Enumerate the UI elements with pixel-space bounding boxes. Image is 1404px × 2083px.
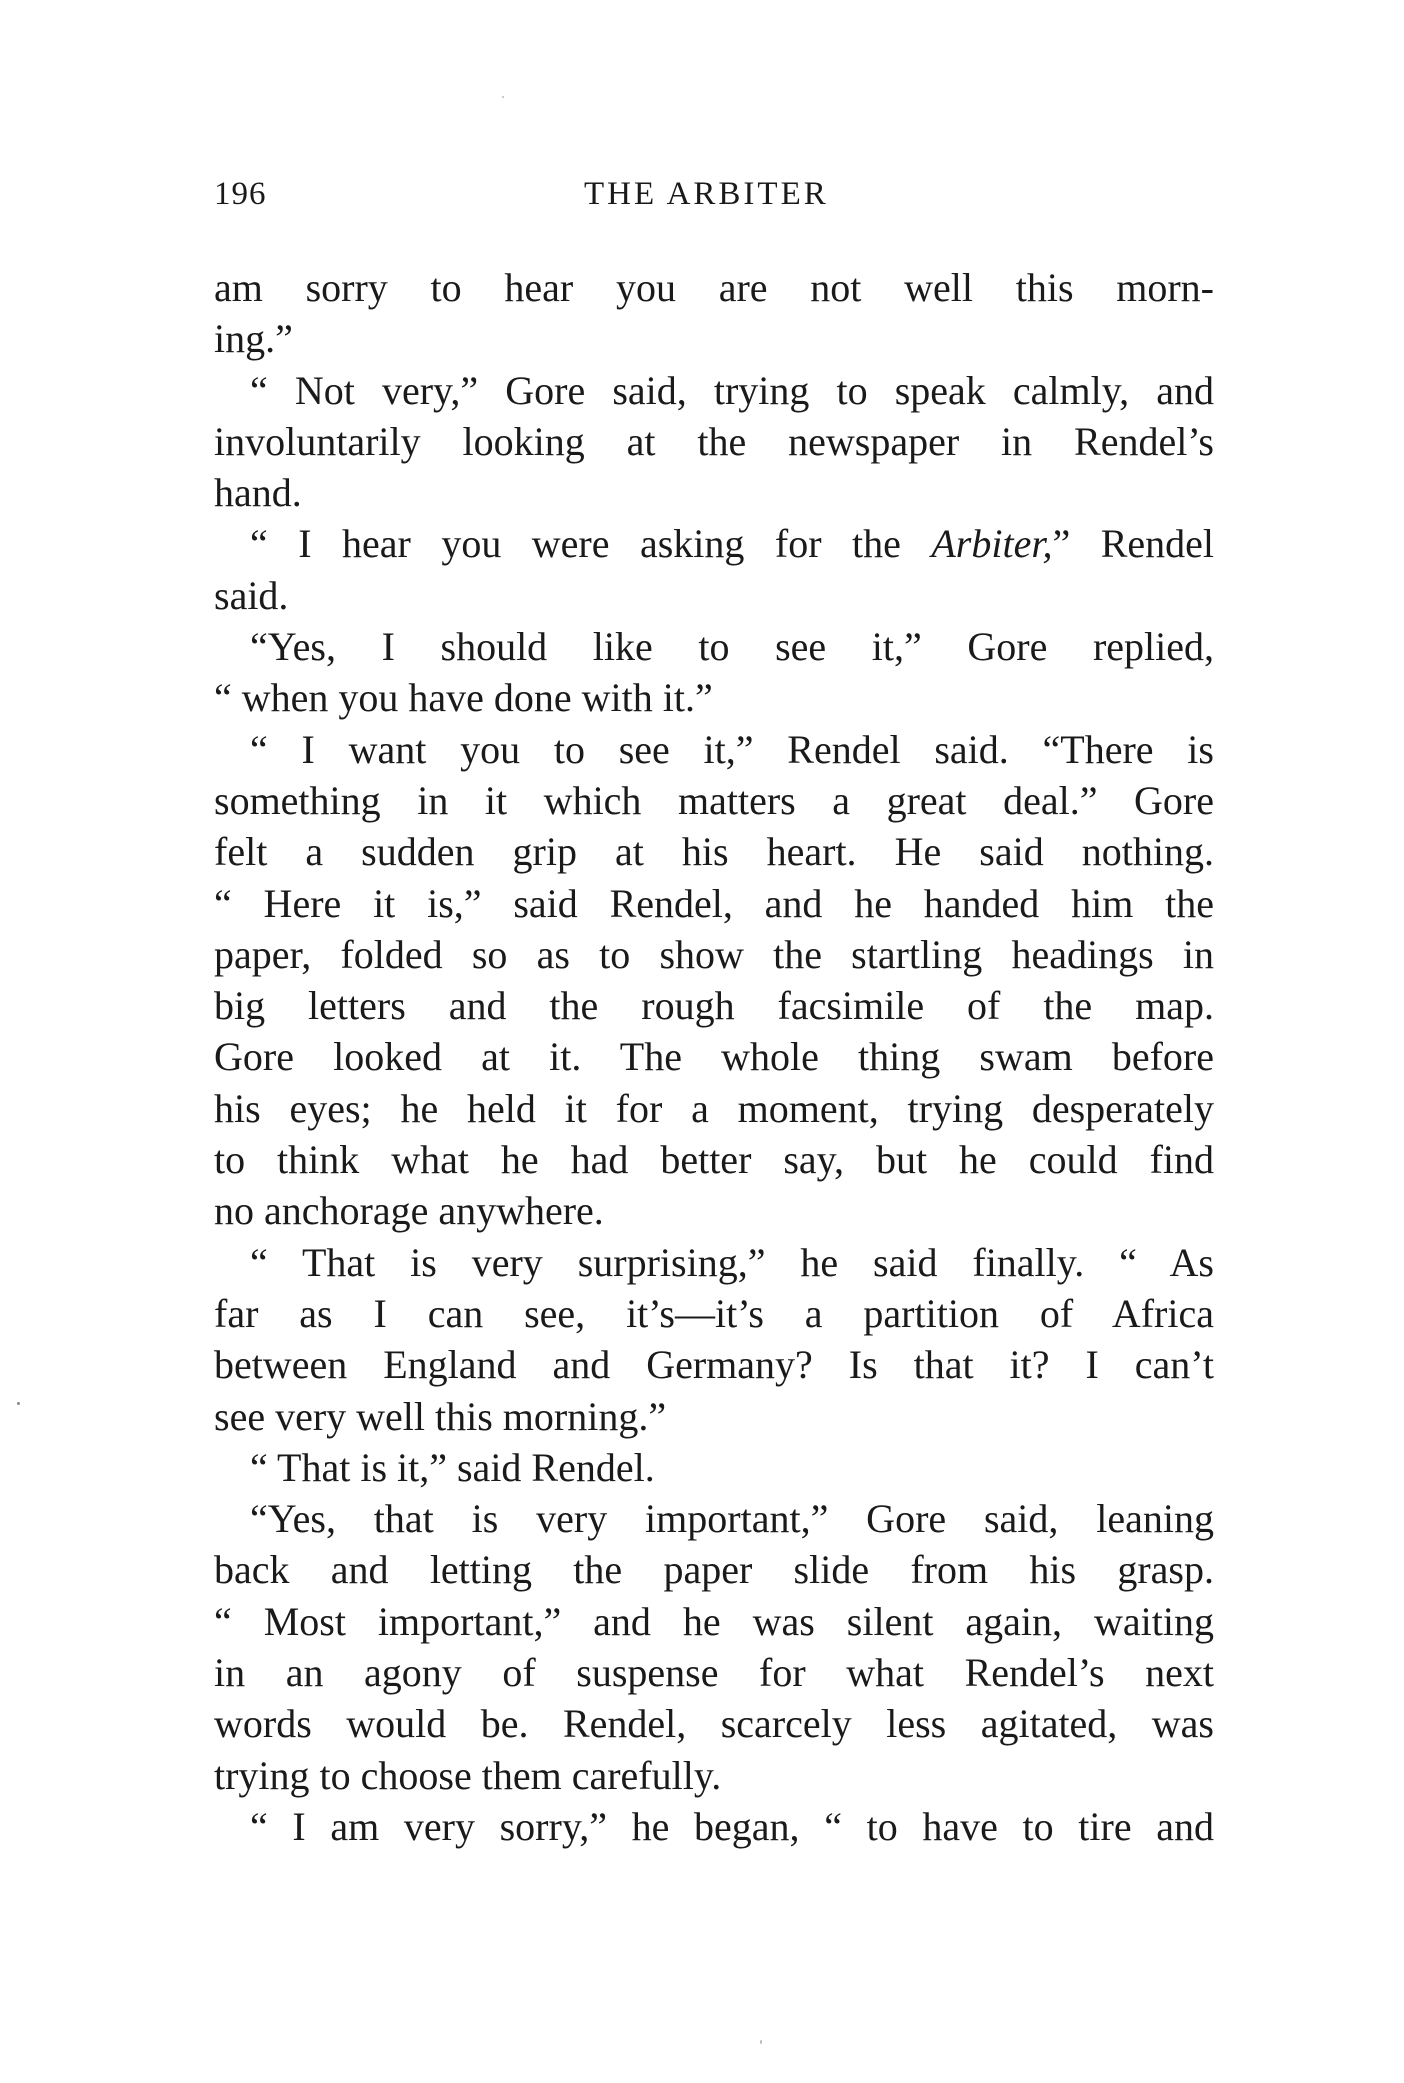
text-line: “Yes, I should like to see it,” Gore replied, bbox=[250, 624, 1214, 670]
text-line: far as I can see, it’s—it’s a partition of Africa bbox=[214, 1290, 1214, 1336]
page-number: 196 bbox=[214, 176, 267, 212]
body-text bbox=[214, 262, 1214, 1852]
running-title: THE ARBITER bbox=[584, 176, 829, 212]
text-line: hand. bbox=[214, 470, 302, 516]
text-line: words would be. Rendel, scarcely less agitated, was bbox=[214, 1701, 1214, 1747]
text-line: trying to choose them carefully. bbox=[214, 1752, 722, 1798]
text-line: in an agony of suspense for what Rendel’s next bbox=[214, 1650, 1214, 1696]
text-line: am sorry to hear you are not well this morn- bbox=[214, 265, 1214, 310]
text-line: “Yes, that is very important,” Gore said, leaning bbox=[250, 1496, 1214, 1542]
italic-title: Arbiter, bbox=[931, 521, 1053, 567]
page-header bbox=[214, 176, 1214, 220]
text-line: Gore looked at it. The whole thing swam before bbox=[214, 1034, 1214, 1080]
text-line: “ That is it,” said Rendel. bbox=[250, 1444, 655, 1490]
text-line: big letters and the rough facsimile of the map. bbox=[214, 983, 1214, 1029]
text-line: between England and Germany? Is that it? I can’t bbox=[214, 1342, 1214, 1388]
text-line: back and letting the paper slide from his grasp. bbox=[214, 1547, 1214, 1593]
paper-speck bbox=[17, 1402, 20, 1405]
text-line: “ I am very sorry,” he began, “ to have to tire and bbox=[250, 1803, 1214, 1849]
text-line: “ Not very,” Gore said, trying to speak calmly, and bbox=[250, 367, 1214, 413]
text-line: said. bbox=[214, 572, 289, 618]
text-line: “ That is very surprising,” he said finally. “ As bbox=[250, 1239, 1214, 1285]
text-line bbox=[214, 518, 1214, 569]
text-line: to think what he had better say, but he could find bbox=[214, 1137, 1214, 1183]
text-line: felt a sudden grip at his heart. He said nothing. bbox=[214, 829, 1214, 875]
text-line: something in it which matters a great deal.” Gore bbox=[214, 777, 1214, 823]
text-line: “ Here it is,” said Rendel, and he handed him the bbox=[214, 880, 1214, 926]
text-line: involuntarily looking at the newspaper in Rendel’s bbox=[214, 418, 1214, 464]
paper-speck bbox=[760, 2040, 762, 2044]
text-line: “ Most important,” and he was silent again, waiting bbox=[214, 1598, 1214, 1644]
text-line: see very well this morning.” bbox=[214, 1393, 667, 1439]
text-segment: “ I hear you were asking for the bbox=[250, 521, 932, 567]
text-line: his eyes; he held it for a moment, trying desperately bbox=[214, 1085, 1214, 1131]
text-segment: ” Rendel bbox=[1052, 521, 1214, 567]
text-line: “ when you have done with it.” bbox=[214, 675, 713, 721]
text-line: ing.” bbox=[214, 316, 293, 362]
text-line: paper, folded so as to show the startling headings in bbox=[214, 931, 1214, 977]
text-line: no anchorage anywhere. bbox=[214, 1188, 604, 1234]
text-line: “ I want you to see it,” Rendel said. “There is bbox=[250, 726, 1214, 772]
paper-speck bbox=[502, 96, 504, 98]
